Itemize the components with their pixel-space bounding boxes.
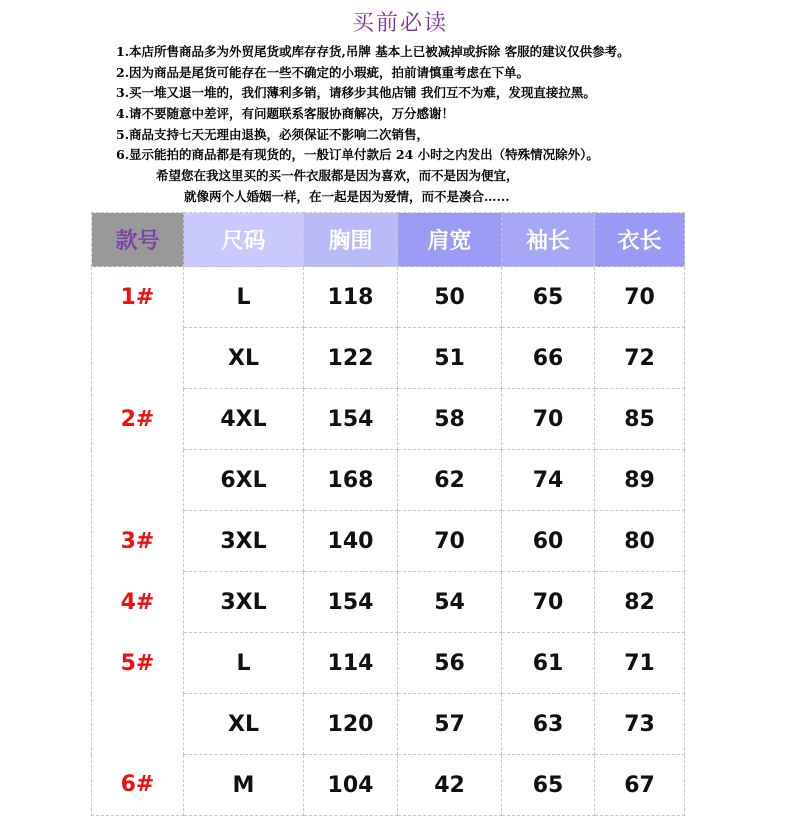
- cell-model: 3#: [92, 511, 184, 572]
- cell-model: 4#: [92, 572, 184, 633]
- cell-sleeve: 66: [502, 328, 595, 389]
- cell-size: M: [184, 755, 304, 816]
- cell-shoulder: 58: [398, 389, 502, 450]
- cell-model: 2#: [92, 389, 184, 450]
- cell-sleeve: 70: [502, 572, 595, 633]
- size-table: [91, 212, 685, 816]
- cell-chest: 114: [304, 633, 398, 694]
- purchase-notes: [116, 42, 756, 208]
- cell-shoulder: 62: [398, 450, 502, 511]
- header-shoulder: 肩宽: [398, 213, 502, 267]
- cell-chest: 118: [304, 267, 398, 328]
- cell-length: 89: [595, 450, 685, 511]
- cell-model: [92, 450, 184, 511]
- cell-length: 67: [595, 755, 685, 816]
- cell-length: 70: [595, 267, 685, 328]
- cell-sleeve: 70: [502, 389, 595, 450]
- cell-length: 73: [595, 694, 685, 755]
- cell-length: 80: [595, 511, 685, 572]
- header-size: 尺码: [184, 213, 304, 267]
- table-row: [92, 511, 685, 572]
- cell-size: L: [184, 633, 304, 694]
- cell-sleeve: 61: [502, 633, 595, 694]
- cell-model: 5#: [92, 633, 184, 694]
- note-3: 3.买一堆又退一堆的，我们薄利多销，请移步其他店铺 我们互不为难，发现直接拉黑。: [116, 85, 596, 101]
- cell-shoulder: 56: [398, 633, 502, 694]
- table-row: [92, 450, 685, 511]
- table-row: [92, 267, 685, 328]
- cell-chest: 140: [304, 511, 398, 572]
- cell-sleeve: 65: [502, 267, 595, 328]
- cell-model: [92, 694, 184, 755]
- cell-shoulder: 70: [398, 511, 502, 572]
- header-chest: 胸围: [304, 213, 398, 267]
- cell-model: [92, 328, 184, 389]
- cell-size: 3XL: [184, 572, 304, 633]
- cell-length: 85: [595, 389, 685, 450]
- size-table-header: [92, 213, 685, 267]
- note-6: 6.显示能拍的商品都是有现货的，一般订单付款后 24 小时之内发出（特殊情况除外）。: [116, 147, 599, 163]
- table-row: [92, 389, 685, 450]
- cell-model: 6#: [92, 755, 184, 816]
- cell-shoulder: 42: [398, 755, 502, 816]
- cell-chest: 122: [304, 328, 398, 389]
- cell-shoulder: 50: [398, 267, 502, 328]
- table-row: [92, 755, 685, 816]
- note-1: 1.本店所售商品多为外贸尾货或库存存货,吊牌 基本上已被减掉或拆除 客服的建议仅供参考。: [116, 44, 630, 59]
- cell-shoulder: 51: [398, 328, 502, 389]
- cell-model: 1#: [92, 267, 184, 328]
- header-length: 衣长: [595, 213, 685, 267]
- cell-sleeve: 74: [502, 450, 595, 511]
- cell-chest: 168: [304, 450, 398, 511]
- cell-chest: 154: [304, 572, 398, 633]
- note-2: 2.因为商品是尾货可能存在一些不确定的小瑕疵，拍前请慎重考虑在下单。: [116, 64, 530, 80]
- note-5: 5.商品支持七天无理由退换，必须保证不影响二次销售，: [116, 126, 430, 142]
- cell-length: 71: [595, 633, 685, 694]
- note-4: 4.请不要随意中差评，有问题联系客服协商解决，万分感谢！: [116, 106, 455, 122]
- table-row: [92, 633, 685, 694]
- table-row: [92, 572, 685, 633]
- cell-size: XL: [184, 694, 304, 755]
- page-title: 买前必读: [351, 11, 448, 36]
- cell-chest: 104: [304, 755, 398, 816]
- cell-size: 4XL: [184, 389, 304, 450]
- cell-sleeve: 65: [502, 755, 595, 816]
- cell-length: 82: [595, 572, 685, 633]
- cell-size: 6XL: [184, 450, 304, 511]
- header-sleeve: 袖长: [502, 213, 595, 267]
- cell-chest: 154: [304, 389, 398, 450]
- cell-chest: 120: [304, 694, 398, 755]
- table-row: [92, 328, 685, 389]
- cell-size: XL: [184, 328, 304, 389]
- cell-shoulder: 57: [398, 694, 502, 755]
- closing-line-2: 就像两个人婚姻一样，在一起是因为爱情，而不是凑合…...: [184, 188, 510, 204]
- header-model: 款号: [92, 213, 184, 267]
- table-row: [92, 694, 685, 755]
- cell-sleeve: 63: [502, 694, 595, 755]
- cell-size: L: [184, 267, 304, 328]
- cell-sleeve: 60: [502, 511, 595, 572]
- closing-line-1: 希望您在我这里买的买一件衣服都是因为喜欢，而不是因为便宜，: [156, 168, 519, 184]
- cell-shoulder: 54: [398, 572, 502, 633]
- cell-length: 72: [595, 328, 685, 389]
- cell-size: 3XL: [184, 511, 304, 572]
